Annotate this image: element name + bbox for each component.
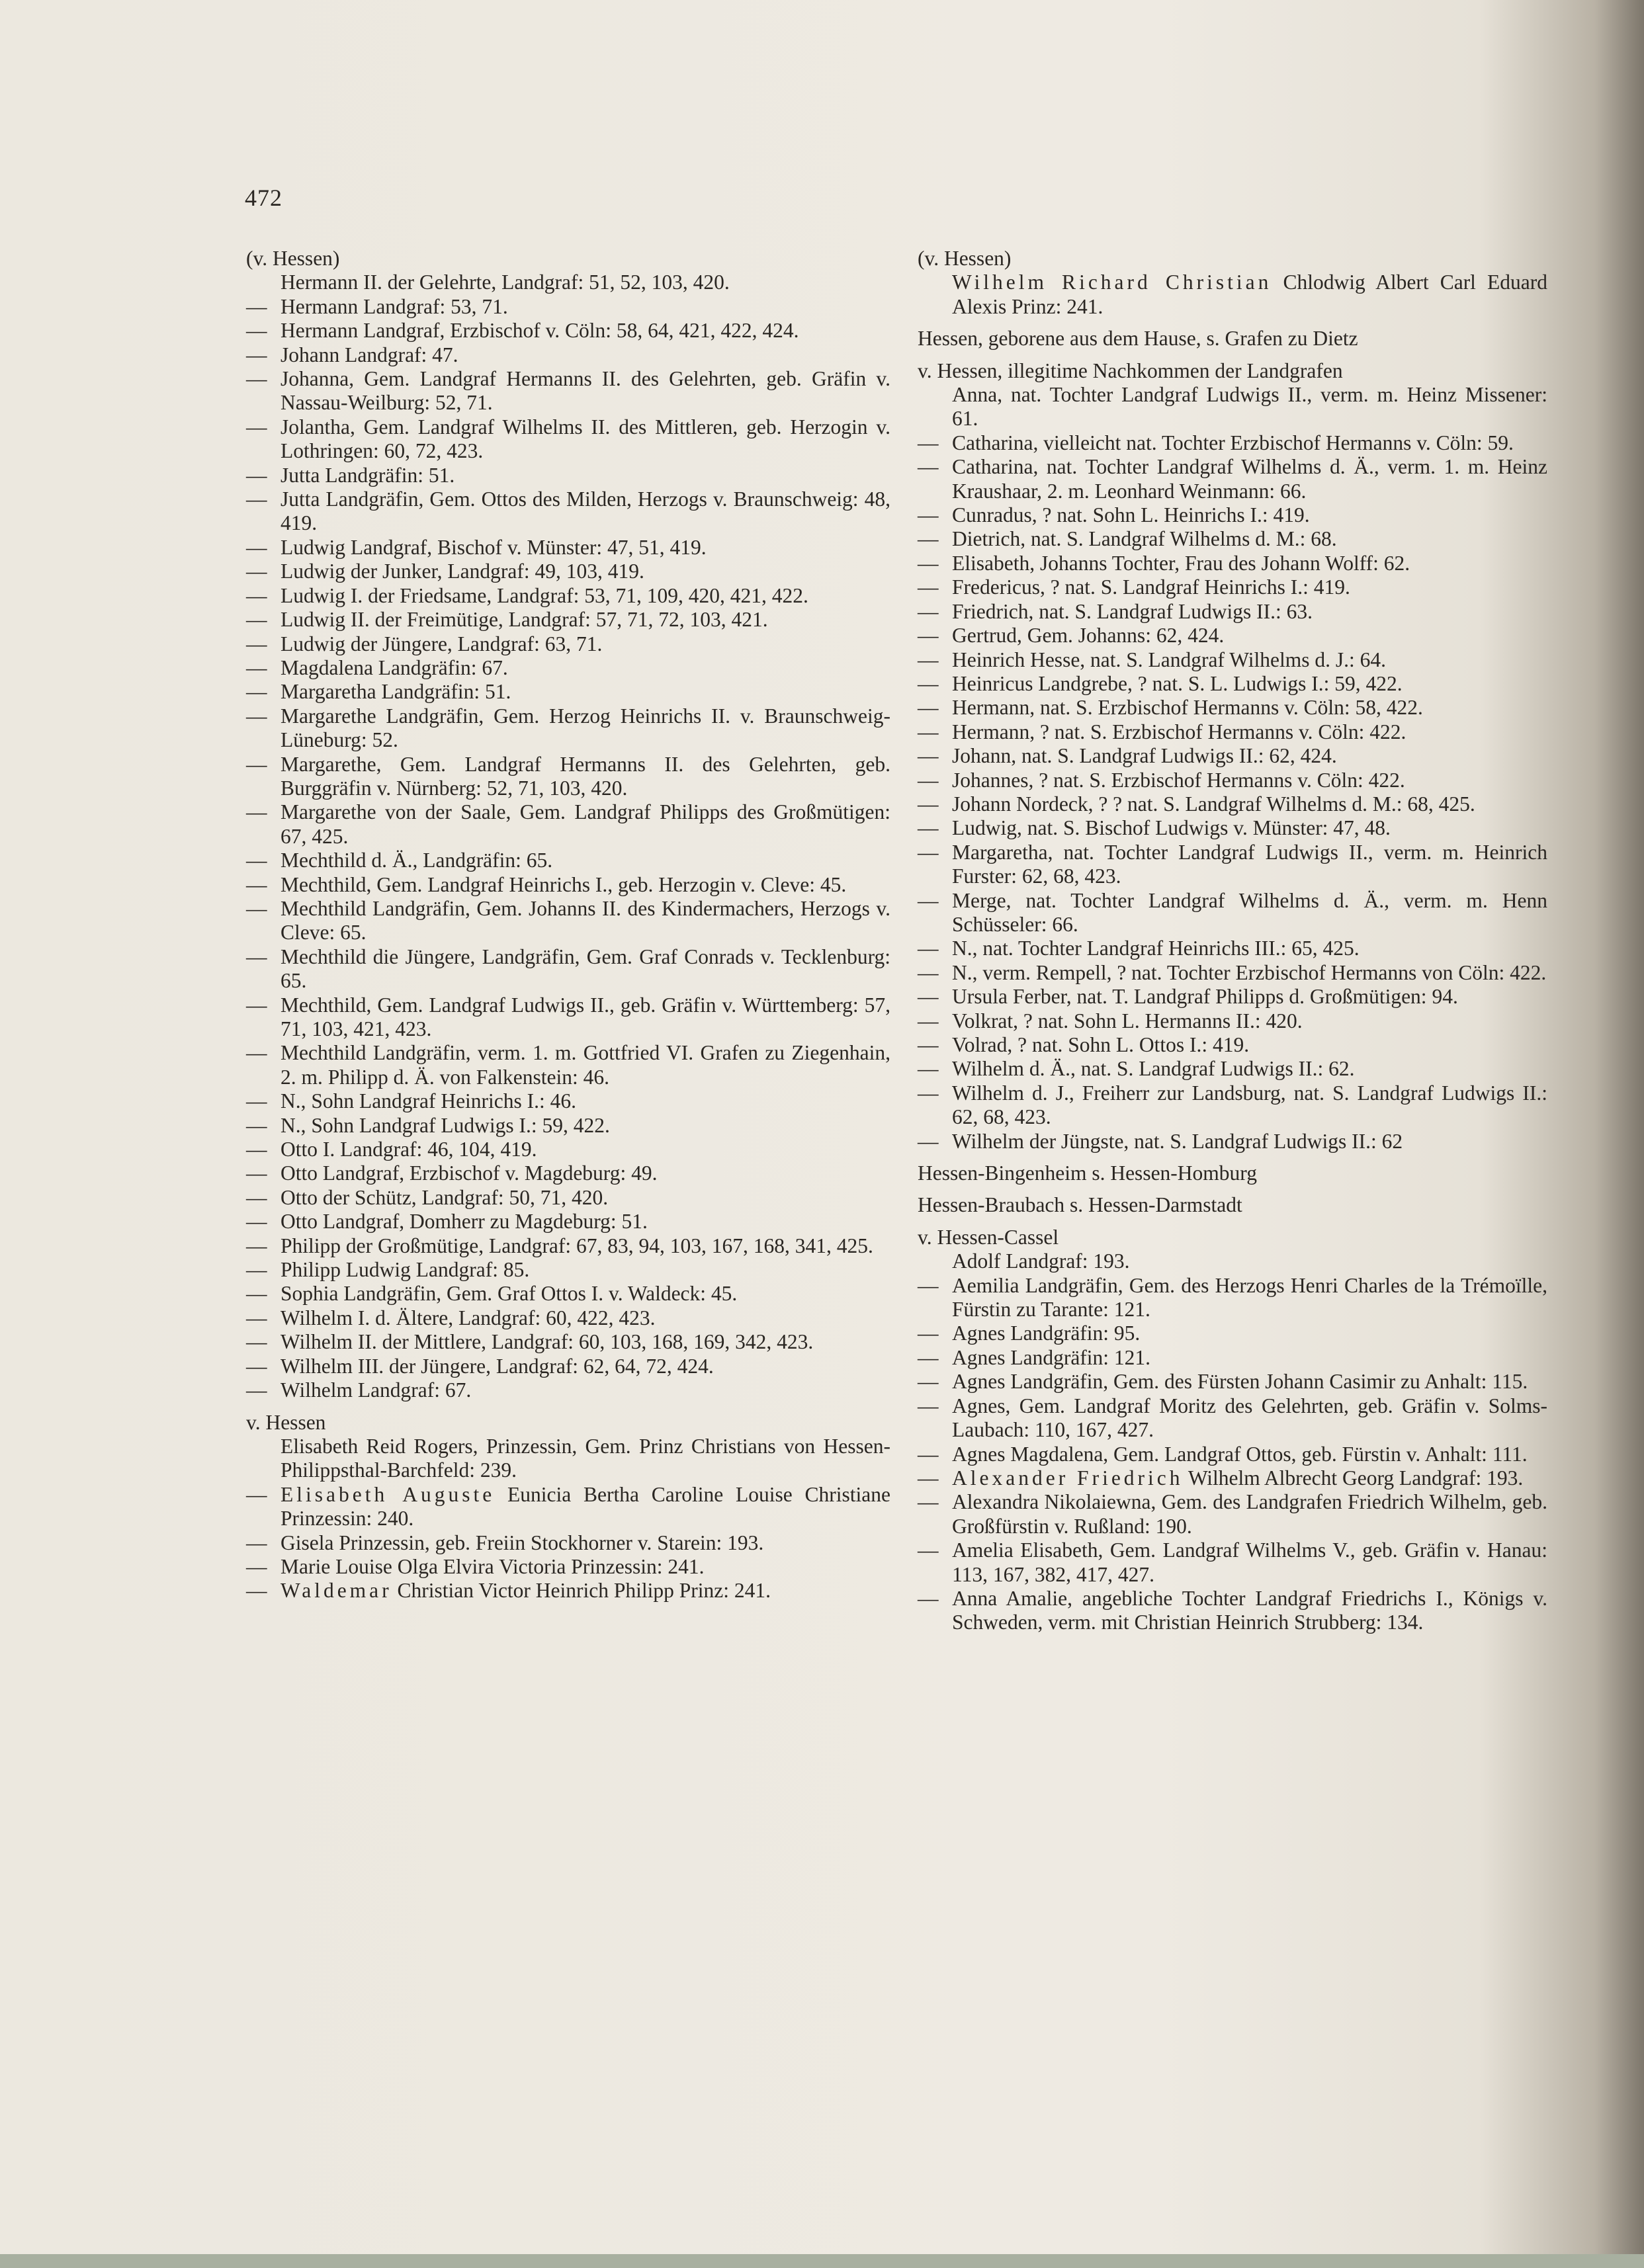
entry-text: N., nat. Tochter Landgraf Heinrichs III.: 65, 425. [952,937,1360,960]
entry-text: Aemilia Landgräfin, Gem. des Herzogs Henri Charles de la Trémoïlle, Fürstin zu Tarante: 121. [952,1273,1547,1322]
index-entry [918,503,1547,527]
index-entry [918,624,1547,648]
entry-text: (v. Hessen) [246,247,340,270]
index-entry [246,849,890,872]
entry-text: Ludwig, nat. S. Bischof Ludwigs v. Münster: 47, 48. [952,816,1391,840]
entry-text: Eunicia Bertha Caroline Louise Christiane Prinzessin: 240. [281,1482,890,1531]
entry-text: Otto Landgraf, Erzbischof v. Magdeburg: 49. [281,1161,658,1185]
entry-text: Otto I. Landgraf: 46, 104, 419. [281,1138,537,1161]
entry-text: Johann, nat. S. Landgraf Ludwigs II.: 62, 424. [952,744,1337,768]
index-entry [246,536,890,560]
page-number: 472 [245,185,282,211]
left-column [246,247,890,1603]
index-entry [246,897,890,945]
entry-text: Anna, nat. Tochter Landgraf Ludwigs II., verm. m. Heinz Missener: 61. [952,383,1547,431]
entry-text: Mechthild, Gem. Landgraf Ludwigs II., geb. Gräfin v. Württemberg: 57, 71, 103, 421, 423. [281,993,890,1040]
index-entry [918,889,1547,937]
index-entry [918,1081,1547,1130]
entry-text: Gertrud, Gem. Johanns: 62, 424. [952,624,1225,648]
entry-text: Hessen-Braubach s. Hessen-Darmstadt [918,1193,1242,1217]
index-entry [246,704,890,753]
entry-text: Chlodwig Albert Carl Eduard Alexis Prinz: 241. [952,271,1547,318]
entry-text: Margarethe Landgräfin, Gem. Herzog Heinrichs II. v. Braunschweig-Lüneburg: 52. [281,704,890,752]
index-entry [246,560,890,583]
entry-text: Agnes Landgräfin: 95. [952,1322,1141,1345]
entry-text: Otto Landgraf, Domherr zu Magdeburg: 51. [281,1210,648,1234]
entry-text: Hermann II. der Gelehrte, Landgraf: 51, 52, 103, 420. [281,271,730,294]
entry-text: Ludwig der Junker, Landgraf: 49, 103, 419. [281,560,644,583]
index-entry [246,753,890,801]
index-entry [246,1138,890,1161]
entry-text: Catharina, vielleicht nat. Tochter Erzbischof Hermanns v. Cöln: 59. [952,431,1514,454]
index-entry [918,575,1547,599]
entry-text: v. Hessen, illegitime Nachkommen der Landgrafen [918,358,1343,382]
index-entry [246,487,890,536]
index-entry [918,1587,1547,1635]
entry-text: Elisabeth Reid Rogers, Prinzessin, Gem. Prinz Christians von Hessen-Philippsthal-Barchfeld: 239. [281,1434,890,1482]
index-entry [246,1186,890,1210]
index-entry [918,1033,1547,1057]
index-entry [918,961,1547,985]
entry-text: (v. Hessen) [918,247,1012,270]
entry-text: Anna Amalie, angebliche Tochter Landgraf Friedrichs I., Königs v. Schweden, verm. mit Christian Heinrich Strubberg: 134. [952,1586,1547,1634]
entry-text: Margaretha Landgräfin: 51. [281,680,511,704]
entry-text: Hermann, nat. S. Erzbischof Hermanns v. Cöln: 58, 422. [952,696,1423,720]
index-entry [918,600,1547,624]
entry-text: Hermann Landgraf, Erzbischof v. Cöln: 58, 64, 421, 422, 424. [281,319,799,343]
index-entry [918,431,1547,455]
entry-text: Volkrat, ? nat. Sohn L. Hermanns II.: 420. [952,1009,1303,1032]
entry-text: Mechthild die Jüngere, Landgräfin, Gem. Graf Conrads v. Tecklenburg: 65. [281,945,890,993]
entry-text: Wilhelm III. der Jüngere, Landgraf: 62, 64, 72, 424. [281,1354,714,1378]
entry-text: Wilhelm Landgraf: 67. [281,1378,472,1402]
index-entry [246,993,890,1042]
index-entry [918,841,1547,889]
entry-text: Gisela Prinzessin, geb. Freiin Stockhorner v. Starein: 193. [281,1531,764,1554]
index-entry [918,1466,1547,1490]
entry-text: Friedrich, nat. S. Landgraf Ludwigs II.: 63. [952,599,1313,623]
index-entry [918,1130,1547,1154]
entry-text: v. Hessen-Cassel [918,1225,1059,1249]
entry-text: Heinricus Landgrebe, ? nat. S. L. Ludwigs I.: 59, 422. [952,671,1403,695]
scan-edge [0,2254,1644,2268]
entry-text: Elisabeth, Johanns Tochter, Frau des Johann Wolff: 62. [952,551,1410,575]
entry-text: Ludwig Landgraf, Bischof v. Münster: 47, 51, 419. [281,535,707,559]
index-entry [246,608,890,632]
entry-text: Hessen-Bingenheim s. Hessen-Homburg [918,1161,1257,1185]
entry-text: Philipp Ludwig Landgraf: 85. [281,1258,530,1282]
index-entry [246,1258,890,1282]
index-entry [246,656,890,680]
index-entry [918,937,1547,960]
entry-text: Heinrich Hesse, nat. S. Landgraf Wilhelms d. J.: 64. [952,648,1387,671]
entry-text: Alexandra Nikolaiewna, Gem. des Landgrafen Friedrich Wilhelm, geb. Großfürstin v. Rußland: 190. [952,1490,1547,1538]
index-entry [918,1443,1547,1466]
entry-text: Agnes Landgräfin, Gem. des Fürsten Johann Casimir zu Anhalt: 115. [952,1370,1528,1394]
index-entry [918,1538,1547,1587]
index-entry [246,1161,890,1185]
entry-text: Agnes Landgräfin: 121. [952,1345,1151,1369]
index-entry [246,367,890,415]
entry-text: Jolantha, Gem. Landgraf Wilhelms II. des Mittleren, geb. Herzogin v. Lothringen: 60, 72, 423. [281,415,890,463]
entry-text: Agnes, Gem. Landgraf Moritz des Gelehrten, geb. Gräfin v. Solms-Laubach: 110, 167, 427. [952,1394,1547,1442]
index-entry [918,552,1547,575]
spaced-name: Elisabeth Auguste [281,1482,496,1506]
entry-text: Fredericus, ? nat. S. Landgraf Heinrichs I.: 419. [952,575,1350,599]
entry-text: Johannes, ? nat. S. Erzbischof Hermanns v. Cöln: 422. [952,768,1405,792]
index-entry [918,1322,1547,1345]
index-heading [918,1161,1547,1185]
entry-text: Hermann, ? nat. S. Erzbischof Hermanns v. Cöln: 422. [952,720,1406,743]
index-entry [246,343,890,367]
index-entry [246,295,890,319]
entry-text: Christian Victor Heinrich Philipp Prinz: 241. [392,1579,771,1603]
index-entry [918,648,1547,672]
entry-text: Philipp der Großmütige, Landgraf: 67, 83, 94, 103, 167, 168, 341, 425. [281,1234,873,1257]
index-entry [246,1041,890,1089]
index-heading [918,327,1547,351]
index-entry [918,672,1547,696]
index-entry [918,455,1547,503]
index-entry [246,945,890,993]
entry-text: Margarethe von der Saale, Gem. Landgraf Philipps des Großmütigen: 67, 425. [281,800,890,848]
entry-text: Mechthild Landgräfin, Gem. Johanns II. des Kindermachers, Herzogs v. Cleve: 65. [281,896,890,945]
index-heading [918,359,1547,383]
index-entry [246,1483,890,1531]
index-entry [246,271,890,294]
index-entry [246,873,890,897]
entry-text: N., Sohn Landgraf Heinrichs I.: 46. [281,1089,577,1113]
entry-text: N., verm. Rempell, ? nat. Tochter Erzbischof Hermanns von Cöln: 422. [952,960,1547,984]
entry-text: Dietrich, nat. S. Landgraf Wilhelms d. M.: 68. [952,527,1337,551]
index-entry [246,1579,890,1603]
entry-text: Magdalena Landgräfin: 67. [281,655,508,679]
index-entry [246,800,890,849]
entry-text: Volrad, ? nat. Sohn L. Ottos I.: 419. [952,1033,1250,1056]
index-entry [918,696,1547,720]
index-entry [246,632,890,656]
entry-text: Otto der Schütz, Landgraf: 50, 71, 420. [281,1185,609,1209]
index-entry [246,584,890,608]
right-column [918,247,1547,1635]
index-entry [918,744,1547,768]
index-entry [246,1210,890,1234]
index-entry [246,319,890,343]
entry-text: Merge, nat. Tochter Landgraf Wilhelms d. Ä., verm. m. Henn Schüsseler: 66. [952,888,1547,936]
index-entry [918,1249,1547,1273]
index-entry [246,1306,890,1330]
index-entry [918,527,1547,551]
index-entry [246,1531,890,1555]
index-entry [246,1378,890,1402]
index-entry [246,415,890,464]
index-entry [918,1394,1547,1443]
index-entry [918,792,1547,816]
entry-text: Johann Landgraf: 47. [281,343,458,366]
index-entry [918,1057,1547,1081]
index-heading [918,1193,1547,1217]
index-entry [918,816,1547,840]
spaced-name: Wilhelm Richard Christian [952,271,1272,294]
spaced-name: Alexander Friedrich [952,1466,1184,1490]
index-entry [246,1435,890,1483]
index-entry [246,1114,890,1138]
index-entry [918,1370,1547,1394]
entry-text: Agnes Magdalena, Gem. Landgraf Ottos, geb. Fürstin v. Anhalt: 111. [952,1442,1528,1466]
entry-text: Wilhelm d. J., Freiherr zur Landsburg, nat. S. Landgraf Ludwigs II.: 62, 68, 423. [952,1081,1547,1129]
index-entry [918,985,1547,1009]
entry-text: Margarethe, Gem. Landgraf Hermanns II. des Gelehrten, geb. Burggräfin v. Nürnberg: 52, 71, 103, 420. [281,752,890,800]
index-entry [918,271,1547,319]
index-entry [246,1355,890,1378]
entry-text: Ludwig I. der Friedsame, Landgraf: 53, 71, 109, 420, 421, 422. [281,583,808,607]
index-entry [918,383,1547,431]
index-heading [918,1226,1547,1249]
entry-text: Catharina, nat. Tochter Landgraf Wilhelms d. Ä., verm. 1. m. Heinz Kraushaar, 2. m. Leonhard Weinmann: 66. [952,455,1547,503]
index-entry [918,1274,1547,1322]
index-entry [918,769,1547,792]
index-entry [918,1346,1547,1370]
entry-text: Cunradus, ? nat. Sohn L. Heinrichs I.: 419. [952,503,1310,527]
index-entry [246,1330,890,1354]
entry-text: Ludwig der Jüngere, Landgraf: 63, 71. [281,632,603,655]
entry-text: Hessen, geborene aus dem Hause, s. Grafen zu Dietz [918,327,1358,351]
entry-text: Marie Louise Olga Elvira Victoria Prinzessin: 241. [281,1554,705,1578]
entry-text: Wilhelm I. d. Ältere, Landgraf: 60, 422, 423. [281,1306,656,1329]
index-entry [918,1009,1547,1033]
index-entry [246,1234,890,1258]
entry-text: Mechthild, Gem. Landgraf Heinrichs I., geb. Herzogin v. Cleve: 45. [281,872,847,896]
index-entry [918,720,1547,744]
entry-text: Ludwig II. der Freimütige, Landgraf: 57, 71, 72, 103, 421. [281,608,768,632]
index-entry [246,680,890,704]
entry-text: Jutta Landgräfin: 51. [281,463,455,487]
index-heading [246,1411,890,1435]
index-heading [246,247,890,271]
entry-text: Wilhelm II. der Mittlere, Landgraf: 60, 103, 168, 169, 342, 423. [281,1330,814,1354]
entry-text: Mechthild Landgräfin, verm. 1. m. Gottfried VI. Grafen zu Ziegenhain, 2. m. Philipp d. Ä. von Falkenstein: 46. [281,1041,890,1089]
entry-text: Ursula Ferber, nat. T. Landgraf Philipps d. Großmütigen: 94. [952,985,1458,1009]
entry-text: Johann Nordeck, ? ? nat. S. Landgraf Wilhelms d. M.: 68, 425. [952,792,1475,816]
entry-text: Amelia Elisabeth, Gem. Landgraf Wilhelms V., geb. Gräfin v. Hanau: 113, 167, 382, 417, 427. [952,1538,1547,1586]
index-heading [918,247,1547,271]
entry-text: Jutta Landgräfin, Gem. Ottos des Milden, Herzogs v. Braunschweig: 48, 419. [281,487,890,535]
entry-text: Wilhelm Albrecht Georg Landgraf: 193. [1183,1466,1524,1490]
index-entry [246,1555,890,1579]
index-entry [246,464,890,487]
entry-text: Wilhelm der Jüngste, nat. S. Landgraf Ludwigs II.: 62 [952,1129,1403,1153]
entry-text: Hermann Landgraf: 53, 71. [281,294,508,318]
index-entry [246,1089,890,1113]
entry-text: Margaretha, nat. Tochter Landgraf Ludwigs II., verm. m. Heinrich Furster: 62, 68, 423. [952,840,1547,888]
entry-text: Adolf Landgraf: 193. [952,1249,1130,1273]
entry-text: Johanna, Gem. Landgraf Hermanns II. des Gelehrten, geb. Gräfin v. Nassau-Weilburg: 52, 71. [281,367,890,415]
index-entry [246,1282,890,1306]
entry-text: v. Hessen [246,1410,326,1434]
entry-text: N., Sohn Landgraf Ludwigs I.: 59, 422. [281,1113,610,1137]
index-entry [918,1490,1547,1538]
spaced-name: Waldemar [281,1579,392,1603]
entry-text: Wilhelm d. Ä., nat. S. Landgraf Ludwigs II.: 62. [952,1057,1355,1081]
entry-text: Sophia Landgräfin, Gem. Graf Ottos I. v. Waldeck: 45. [281,1282,738,1306]
entry-text: Mechthild d. Ä., Landgräfin: 65. [281,849,553,872]
